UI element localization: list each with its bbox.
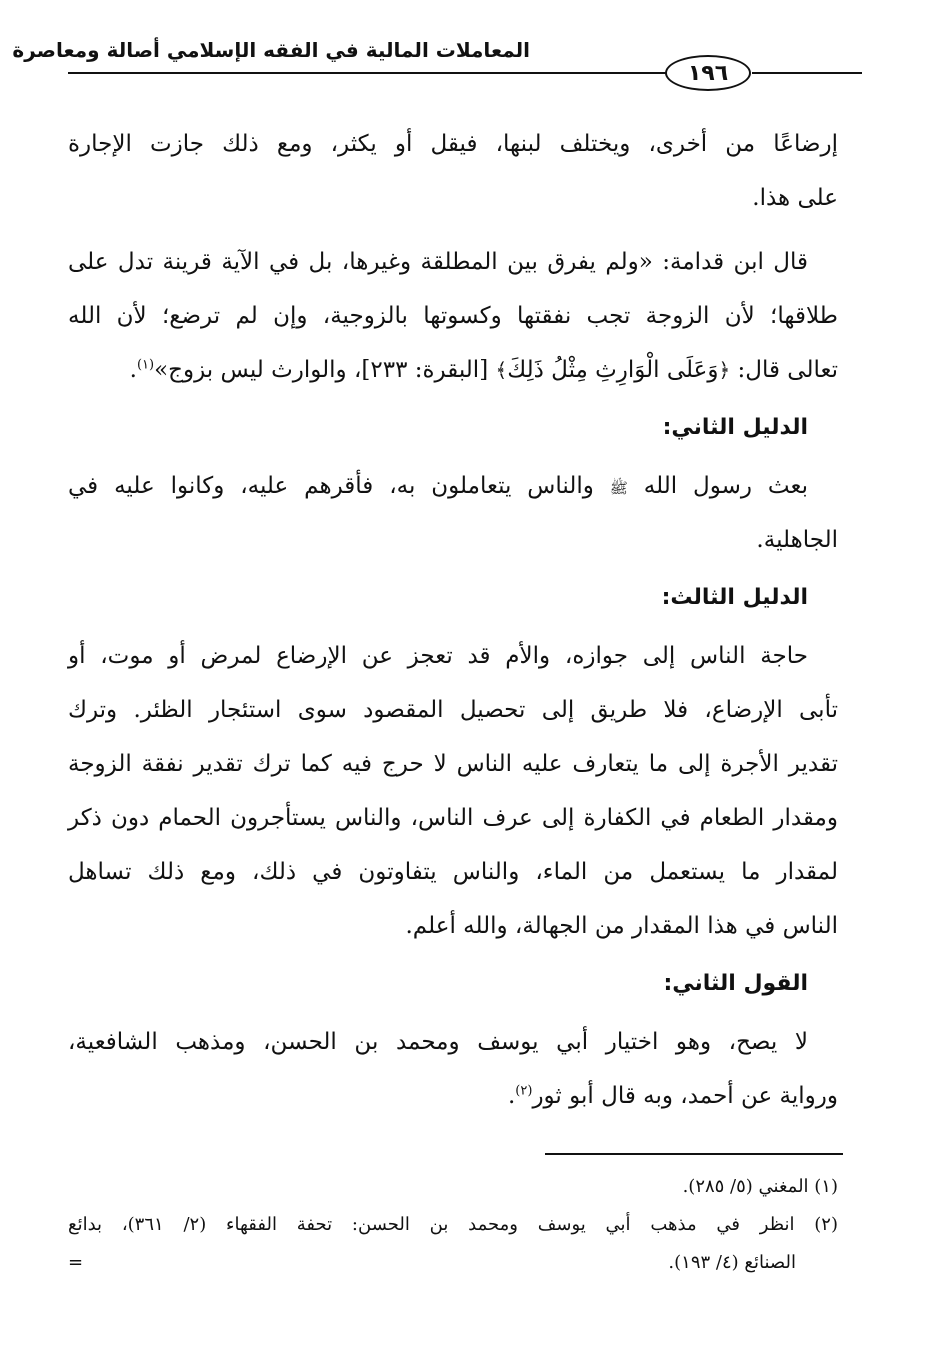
text-line: الجاهلية. bbox=[756, 527, 838, 553]
text-line: حاجة الناس إلى جوازه، والأم قد تعجز عن الإرضاع لمرض أو موت، أو bbox=[68, 643, 808, 669]
footnote-2-continuation bbox=[68, 1244, 838, 1282]
quran-bracket-open: ﴿ bbox=[718, 358, 731, 382]
section-heading-third-evidence: الدليل الثالث: bbox=[661, 585, 808, 610]
page-number: ١٩٦ bbox=[665, 55, 751, 91]
footnote-ref-1[interactable]: (١) bbox=[136, 357, 155, 373]
verse-reference: [البقرة: ٢٣٣]، والوارث ليس بزوج» bbox=[154, 357, 489, 383]
text-line: الناس في هذا المقدار من الجهالة، والله أعلم. bbox=[405, 913, 838, 939]
footnote-divider bbox=[545, 1153, 843, 1155]
text-line: لمقدار ما يستعمل من الماء، والناس يتفاوتون في ذلك، ومع ذلك تساهل bbox=[68, 859, 838, 885]
running-header-title: المعاملات المالية في الفقه الإسلامي أصالة ومعاصرة bbox=[12, 38, 530, 62]
section-heading-second-opinion: القول الثاني: bbox=[663, 971, 808, 996]
text-line: إرضاعًا من أخرى، ويختلف لبنها، فيقل أو يكثر، ومع ذلك جازت الإجارة bbox=[68, 131, 838, 157]
footnotes bbox=[68, 1168, 838, 1282]
text-line bbox=[68, 343, 838, 397]
quran-verse: وَعَلَى الْوَارِثِ مِثْلُ ذَلِكَ bbox=[507, 357, 719, 383]
text-line bbox=[68, 459, 838, 513]
text-segment: ورواية عن أحمد، وبه قال أبو ثور bbox=[532, 1083, 838, 1109]
paragraph-second-evidence bbox=[68, 459, 838, 567]
page-body bbox=[68, 117, 838, 1123]
sentence-end: . bbox=[507, 1083, 516, 1109]
paragraph-third-evidence bbox=[68, 629, 838, 953]
quran-bracket-close: ﴾ bbox=[495, 358, 508, 382]
header-rule-right bbox=[752, 72, 862, 74]
continuation-mark: = bbox=[68, 1252, 84, 1273]
text-line: تقدير الأجرة إلى ما يتعارف عليه الناس لا حرج فيه كما ترك تقدير نفقة الزوجة bbox=[68, 751, 838, 777]
text-segment: والناس يتعاملون به، فأقرهم عليه، وكانوا عليه في bbox=[68, 473, 594, 499]
paragraph-ibn-qudama-quote bbox=[68, 235, 838, 397]
text-line: تأبى الإرضاع، فلا طريق إلى تحصيل المقصود سوى استئجار الظئر. وترك bbox=[68, 697, 838, 723]
section-heading-second-evidence: الدليل الثاني: bbox=[662, 415, 808, 440]
text-line: لا يصح، وهو اختيار أبي يوسف ومحمد بن الحسن، ومذهب الشافعية، bbox=[68, 1029, 808, 1055]
footnote-ref-2[interactable]: (٢) bbox=[515, 1083, 533, 1099]
text-line: قال ابن قدامة: «ولم يفرق بين المطلقة وغيرها، بل في الآية قرينة تدل على bbox=[68, 249, 808, 275]
text-line: طلاقها؛ لأن الزوجة تجب نفقتها وكسوتها بالزوجية، وإن لم ترضع؛ لأن الله bbox=[68, 303, 838, 329]
text-segment: بعث رسول الله bbox=[643, 473, 808, 499]
header-rule-left bbox=[68, 72, 668, 74]
sentence-end: . bbox=[129, 357, 137, 383]
text-line bbox=[68, 1069, 838, 1123]
text-segment: تعالى قال: bbox=[737, 357, 838, 383]
paragraph-continuation bbox=[68, 117, 838, 225]
paragraph-second-opinion bbox=[68, 1015, 838, 1123]
text-line: ومقدار الطعام في الكفارة إلى عرف الناس، والناس يستأجرون الحمام دون ذكر bbox=[68, 805, 838, 831]
text-line: على هذا. bbox=[752, 185, 838, 211]
salla-ligature-icon: ﷺ bbox=[609, 479, 628, 497]
footnote-2: (٢) انظر في مذهب أبي يوسف ومحمد بن الحسن: تحفة الفقهاء (٢/ ٣٦١)، بدائع bbox=[68, 1214, 838, 1235]
footnote-1: (١) المغني (٥/ ٢٨٥). bbox=[682, 1176, 838, 1197]
text-segment: الصنائع (٤/ ١٩٣). bbox=[668, 1252, 796, 1273]
